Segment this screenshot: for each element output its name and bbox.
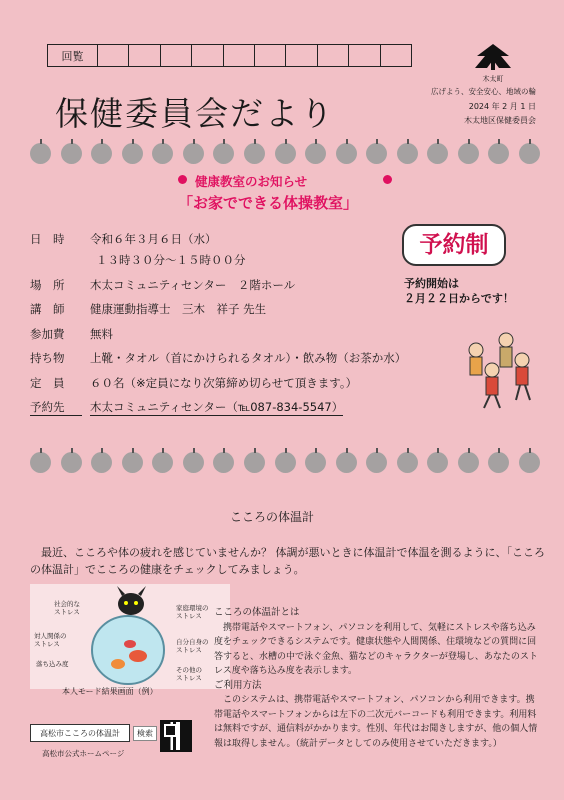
apple-icon (152, 452, 173, 473)
time-value: １３時３０分～１５時００分 (96, 253, 246, 267)
apple-icon (519, 452, 540, 473)
reservation-badge: 予約制 (402, 224, 506, 266)
apple-icon (275, 143, 296, 164)
apple-icon (427, 143, 448, 164)
capacity-label: 定 員 (30, 376, 65, 390)
circulation-cell (129, 45, 160, 66)
qr-code-icon[interactable] (160, 720, 192, 752)
apple-icon (336, 452, 357, 473)
section-title: こころの体温計 (230, 510, 315, 524)
apple-icon (458, 452, 479, 473)
search-button[interactable]: 検索 (133, 726, 157, 741)
contact-value: 木太コミュニティセンター（℡087-834-5547） (90, 400, 344, 414)
circulation-label: 回覧 (48, 45, 98, 66)
kokoro-description (214, 606, 542, 751)
circulation-cell (381, 45, 411, 66)
apple-icon (183, 452, 204, 473)
reservation-start (404, 276, 514, 306)
place-label: 場 所 (30, 278, 65, 292)
reservation-line-2: ２月２２日からです！ (404, 292, 514, 305)
what-body: 携帯電話やスマートフォン、パソコンを利用して、気軽にストレスや落ち込み度をチェックできるシステムです。健康状態や人間関係、住環境などの質問に回答すると、水槽の中で泳ぐ金魚、猫などのキャラクターが登場し、あなたのストレス度や落ち込み度を表示します。 (214, 622, 538, 676)
fish-label-3: 落ち込み度 (36, 660, 69, 668)
slogan: 広げよう、安全安心、地域の輪 (431, 87, 536, 96)
use-body: このシステムは、携帯電話やスマートフォン、パソコンから利用できます。携帯電話やスマートフォンからは左下の二次元バーコードも利用できます。利用料は無料ですが、通信料がかかります。性別、年代はお聞きしますが、他の個人情報は取得しません。（統計データとしてのみ使用させていただきます。） (214, 695, 538, 749)
apple-icon (244, 452, 265, 473)
apple-icon (305, 452, 326, 473)
reservation-line-1: 予約開始は (404, 277, 459, 290)
capacity-value: ６０名（※定員になり次第締め切らせて頂きます。） (90, 376, 358, 390)
section-intro: 最近、こころや体の疲れを感じていませんか？ 体調が悪いときに体温計で体温を測るように、「こころの体温計」でこころの健康をチェックしてみましょう。 (30, 546, 545, 576)
search-input[interactable]: 高松市こころの体温計 (30, 724, 130, 742)
apple-icon (336, 143, 357, 164)
apple-icon (427, 452, 448, 473)
apple-icon (397, 452, 418, 473)
apple-icon (122, 452, 143, 473)
circulation-cell (349, 45, 380, 66)
bullet-dot (383, 175, 392, 184)
date-value: 令和６年３月６日（水） (90, 232, 217, 246)
lecturer-value: 健康運動指導士 三木 祥子 先生 (90, 302, 267, 316)
fish-label-2: 対人関係の ストレス (34, 632, 67, 648)
lecturer-label: 講 師 (30, 302, 65, 316)
fish-label-1: 社会的な ストレス (54, 600, 80, 616)
apple-border-bottom (30, 452, 540, 474)
fishbowl-caption: 本人モード結果画面（例） (62, 687, 158, 696)
apple-icon (61, 143, 82, 164)
apple-icon (275, 452, 296, 473)
circulation-cell (98, 45, 129, 66)
fish-label-5: 自分自身の ストレス (176, 638, 209, 654)
apple-icon (244, 143, 265, 164)
apple-icon (305, 143, 326, 164)
issue-date: 2024 年 2 月 1 日 (468, 102, 536, 111)
organization: 木太地区保健委員会 (464, 116, 536, 125)
event-title: 「お家でできる体操教室」 (178, 194, 359, 212)
circulation-cell (255, 45, 286, 66)
site-label: 高松市公式ホームページ (42, 749, 125, 758)
exercising-family-icon (462, 330, 542, 410)
apple-icon (91, 143, 112, 164)
apple-border-top (30, 143, 540, 165)
apple-icon (30, 452, 51, 473)
apple-icon (488, 143, 509, 164)
circulation-cell (318, 45, 349, 66)
fish-label-4: 家庭環境の ストレス (176, 604, 209, 620)
apple-icon (458, 143, 479, 164)
page-title: 保健委員会だより (55, 94, 335, 133)
circulation-cell (286, 45, 317, 66)
apple-icon (213, 452, 234, 473)
apple-icon (488, 452, 509, 473)
fee-value: 無料 (90, 327, 113, 341)
date-label: 日 時 (30, 232, 65, 246)
contact-label: 予約先 (30, 399, 82, 416)
place-value: 木太コミュニティセンター ２階ホール (90, 278, 296, 292)
apple-icon (183, 143, 204, 164)
circulation-cell (224, 45, 255, 66)
bring-value: 上靴・タオル（首にかけられるタオル）・飲み物（お茶か水） (90, 351, 407, 365)
circulation-cell (192, 45, 223, 66)
logo-caption: 木太町 (482, 75, 504, 83)
circulation-cell (161, 45, 192, 66)
fish-label-6: その他の ストレス (176, 666, 202, 682)
apple-icon (213, 143, 234, 164)
bring-label: 持ち物 (30, 351, 65, 365)
fee-label: 参加費 (30, 327, 65, 341)
apple-icon (366, 452, 387, 473)
apple-icon (122, 143, 143, 164)
bullet-dot (178, 175, 187, 184)
apple-icon (30, 143, 51, 164)
apple-icon (152, 143, 173, 164)
notice-subtitle: 健康教室のお知らせ (195, 174, 308, 189)
apple-icon (519, 143, 540, 164)
apple-icon (91, 452, 112, 473)
apple-icon (61, 452, 82, 473)
circulation-box (47, 44, 412, 67)
use-heading: ご利用方法 (214, 679, 262, 691)
what-heading: こころの体温計とは (214, 607, 300, 618)
apple-icon (366, 143, 387, 164)
apple-icon (397, 143, 418, 164)
